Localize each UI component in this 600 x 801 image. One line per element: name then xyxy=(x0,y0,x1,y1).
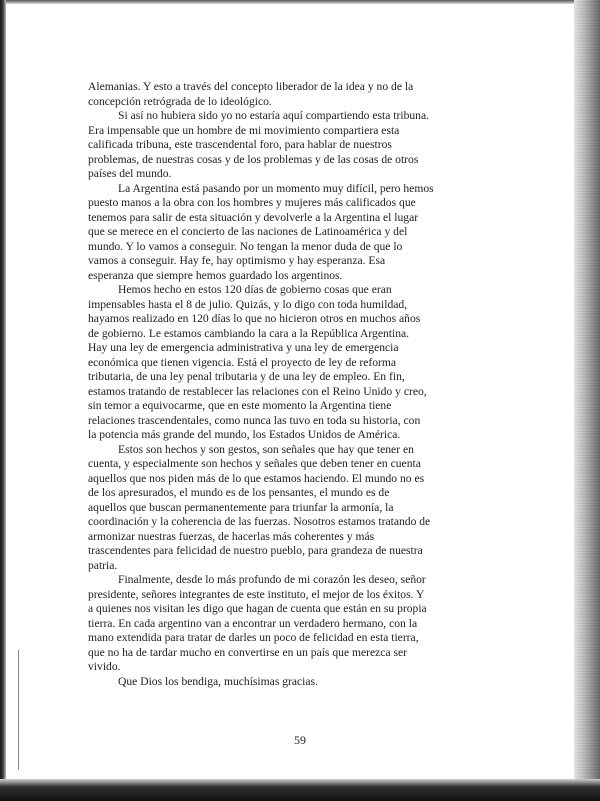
body-text xyxy=(88,80,518,689)
text-line: coordinación y la coherencia de las fuerzas. Nosotros estamos tratando de xyxy=(88,515,431,528)
text-line: a quienes nos visitan les digo que hagan de cuenta que están en su propia xyxy=(88,602,427,615)
text-line: aquellos que buscan permanentemente para triunfar la armonía, la xyxy=(88,500,394,514)
text-line: económica que tienen vigencia. Está el proyecto de ley de reforma xyxy=(88,355,397,369)
page-number: 59 xyxy=(294,733,306,747)
scan-edge-right xyxy=(574,0,600,801)
text-line: estamos tratando de restablecer las relaciones con el Reino Unido y creo, xyxy=(88,384,427,398)
scan-edge-top xyxy=(0,0,600,4)
text-line: Estos son hechos y son gestos, son señales que hay que tener en xyxy=(118,442,414,456)
text-line: aquellos que nos piden más de lo que estamos haciendo. El mundo no es xyxy=(88,471,425,485)
text-line: calificada tribuna, este trascendental foro, para hablar de nuestros xyxy=(88,138,392,151)
text-line: Finalmente, desde lo más profundo de mi corazón les deseo, señor xyxy=(118,573,426,586)
text-line: trascendentes para felicidad de nuestro pueblo, para grandeza de nuestra xyxy=(88,544,423,557)
text-line: tenemos para salir de esta situación y devolverle a la Argentina el lugar xyxy=(88,210,419,224)
text-line: la potencia más grande del mundo, los Estados Unidos de América. xyxy=(88,428,401,441)
text-line: hayamos realizado en 120 días lo que no hicieron otros en muchos años xyxy=(88,312,421,325)
text-line: puesto manos a la obra con los hombres y mujeres más calificados que xyxy=(88,196,416,209)
scan-artifact-line xyxy=(18,650,19,770)
text-line: que no ha de tardar mucho en convertirse en un país que merezca ser xyxy=(88,645,408,659)
text-line: sin temor a equivocarme, que en este momento la Argentina tiene xyxy=(88,399,392,412)
text-line: problemas, de nuestras cosas y de los problemas y de las cosas de otros xyxy=(88,152,419,166)
text-line: patria. xyxy=(88,558,118,572)
text-line: concepción retrógrada de lo ideológico. xyxy=(88,94,272,108)
text-line: presidente, señores integrantes de este instituto, el mejor de los éxitos. Y xyxy=(88,587,425,601)
text-line: esperanza que siempre hemos guardado los argentinos. xyxy=(88,268,343,282)
text-line: que se merece en el concierto de las naciones de Latinoamérica y del xyxy=(88,225,408,238)
text-line: de los apresurados, el mundo es de los pensantes, el mundo es de xyxy=(88,486,390,499)
text-line: La Argentina está pasando por un momento muy difícil, pero hemos xyxy=(118,181,434,195)
text-line: mundo. Y lo vamos a conseguir. No tengan la menor duda de que lo xyxy=(88,239,403,253)
text-line: Hemos hecho en estos 120 días de gobierno cosas que eran xyxy=(118,283,392,296)
text-line: Era impensable que un hombre de mi movimiento compartiera esta xyxy=(88,123,400,137)
text-line: impensables hasta el 8 de julio. Quizás, y lo digo con toda humildad, xyxy=(88,297,408,311)
scan-edge-bottom xyxy=(0,779,600,801)
text-line: armonizar nuestras fuerzas, de hacerlas más coherentes y más xyxy=(88,529,375,543)
text-line: Si así no hubiera sido yo no estaría aquí compartiendo esta tribuna. xyxy=(118,109,430,122)
text-line: relaciones trascendentales, como nunca las tuvo en toda su historia, con xyxy=(88,413,421,427)
text-line: tributaria, de una ley penal tributaria y de una ley de empleo. En fin, xyxy=(88,370,405,383)
text-line: tierra. En cada argentino van a encontrar un verdadero hermano, con la xyxy=(88,616,418,630)
text-line: cuenta, y especialmente son hechos y señales que deben tener en cuenta xyxy=(88,457,421,470)
text-line: de gobierno. Le estamos cambiando la cara a la República Argentina. xyxy=(88,326,410,340)
text-line: Hay una ley de emergencia administrativa y una ley de emergencia xyxy=(88,341,399,354)
text-line: Que Dios los bendiga, muchísimas gracias. xyxy=(118,674,318,688)
text-line: vamos a conseguir. Hay fe, hay optimismo y hay esperanza. Esa xyxy=(88,254,386,267)
text-line: países del mundo. xyxy=(88,167,172,180)
text-line: Alemanias. Y esto a través del concepto liberador de la idea y no de la xyxy=(88,80,414,93)
scan-edge-left xyxy=(0,0,6,801)
text-line: vivido. xyxy=(88,660,121,673)
text-line: mano extendida para tratar de darles un poco de felicidad en esta tierra, xyxy=(88,631,419,644)
